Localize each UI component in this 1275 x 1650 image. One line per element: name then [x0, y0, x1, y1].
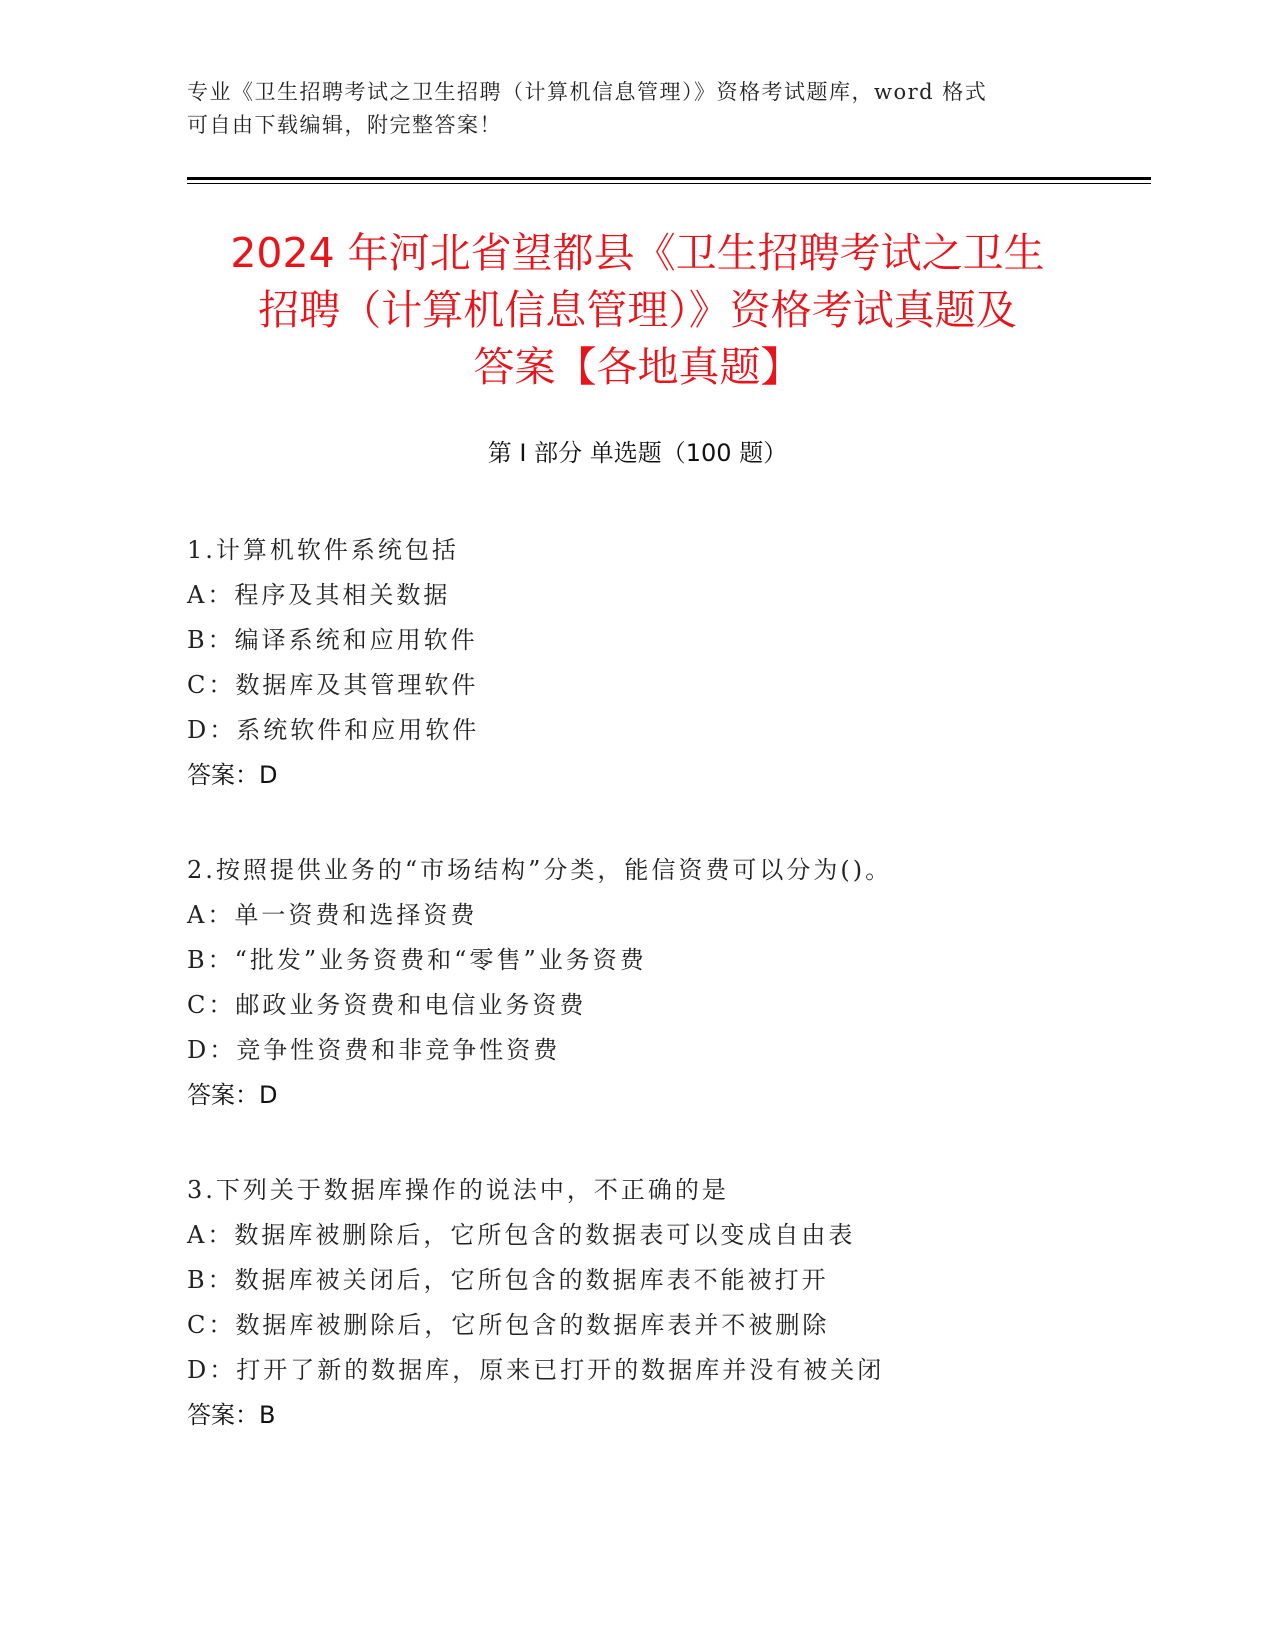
option-d: D：竞争性资费和非竞争性资费: [187, 1036, 561, 1064]
answer: 答案：B: [187, 1401, 276, 1429]
option-d: D：系统软件和应用软件: [187, 716, 480, 744]
option-d: D：打开了新的数据库，原来已打开的数据库并没有被关闭: [187, 1356, 885, 1384]
option-c: C：邮政业务资费和电信业务资费: [187, 991, 587, 1019]
answer: 答案：D: [187, 1081, 278, 1109]
header-divider-thick: [187, 177, 1151, 180]
question-3: [187, 1168, 1137, 1438]
question-2: [187, 848, 1137, 1118]
header-note-line-1: 专业《卫生招聘考试之卫生招聘（计算机信息管理）》资格考试题库，word 格式: [187, 80, 988, 104]
title-line-1: 2024 年河北省望都县《卫生招聘考试之卫生: [230, 229, 1045, 277]
option-c: C：数据库被删除后，它所包含的数据库表并不被删除: [187, 1311, 830, 1339]
option-b: B：数据库被关闭后，它所包含的数据库表不能被打开: [187, 1266, 829, 1294]
question-1: [187, 528, 1137, 798]
question-stem: 1.计算机软件系统包括: [187, 536, 459, 564]
title-line-2: 招聘（计算机信息管理）》资格考试真题及: [258, 286, 1017, 334]
option-a: A：程序及其相关数据: [187, 581, 451, 609]
question-stem: 3.下列关于数据库操作的说法中，不正确的是: [187, 1176, 729, 1204]
option-a: A：单一资费和选择资费: [187, 901, 478, 929]
header-divider-thin: [187, 183, 1151, 184]
document-title: [160, 225, 1115, 396]
question-stem: 2.按照提供业务的“市场结构”分类，能信资费可以分为()。: [187, 856, 893, 884]
option-c: C：数据库及其管理软件: [187, 671, 479, 699]
option-a: A：数据库被删除后，它所包含的数据表可以变成自由表: [187, 1221, 856, 1249]
option-b: B：“批发”业务资费和“零售”业务资费: [187, 946, 647, 974]
question-list: [187, 528, 1137, 1488]
answer: 答案：D: [187, 761, 278, 789]
header-note: [187, 76, 1087, 142]
option-b: B：编译系统和应用软件: [187, 626, 478, 654]
header-note-line-2: 可自由下载编辑，附完整答案！: [187, 113, 502, 137]
section-heading: 第 I 部分 单选题（100 题）: [487, 439, 788, 467]
title-line-3: 答案【各地真题】: [473, 343, 802, 391]
